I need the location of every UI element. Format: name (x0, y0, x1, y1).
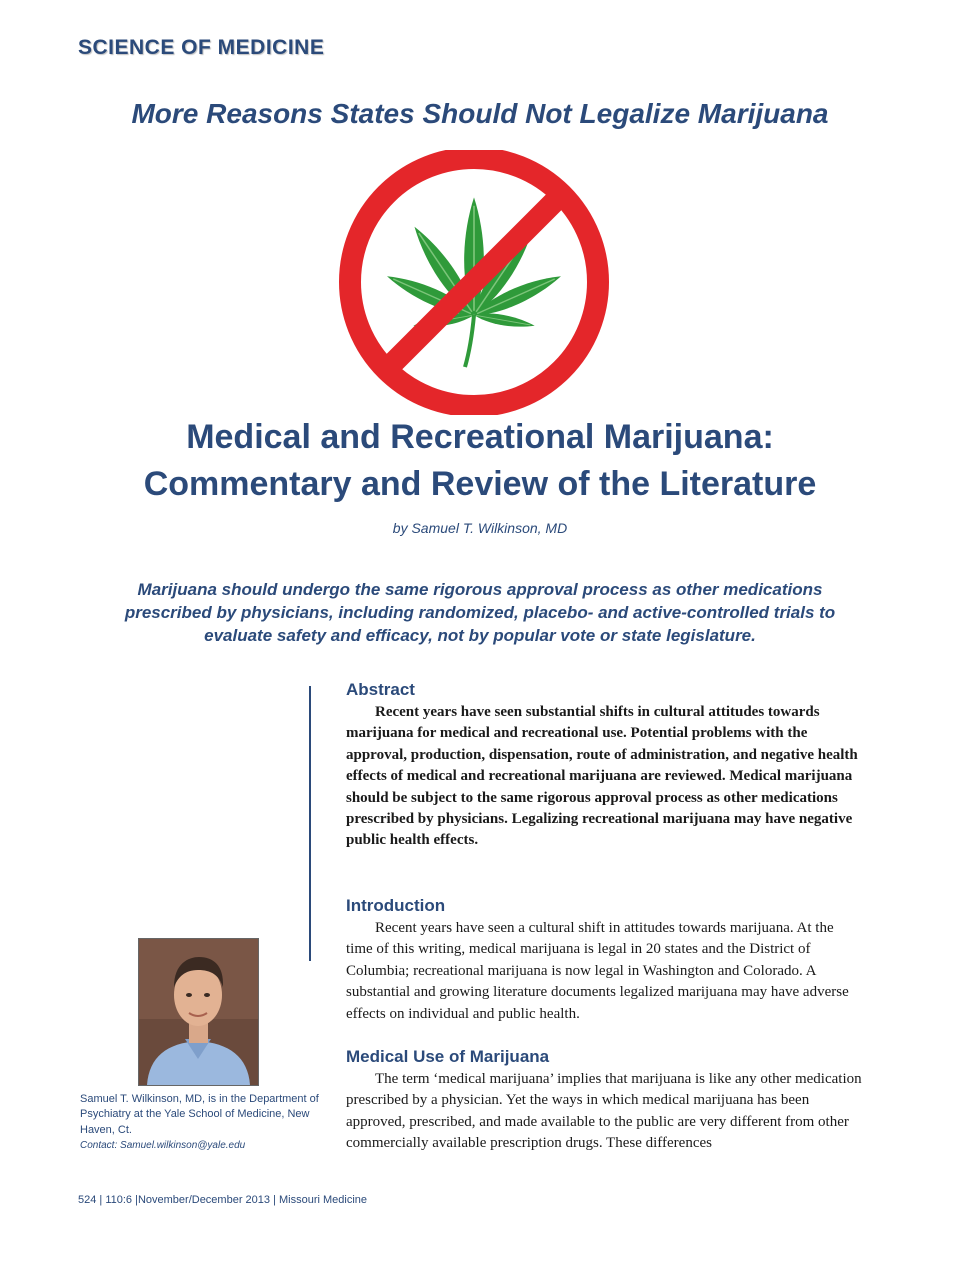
introduction-section (346, 896, 862, 1025)
abstract-heading: Abstract (346, 680, 415, 699)
author-photo (138, 938, 259, 1086)
author-contact: Contact: Samuel.wilkinson@yale.edu (80, 1139, 246, 1151)
abstract-text: Recent years have seen substantial shifts in cultural attitudes towards marijuana for medical and recreational use. Potential problems with the approval, production, dispensation, route of administration, and negative health effects of medical and recreational marijuana are reviewed. Medical marijuana should be subject to the same rigorous approval process as other medications prescribed by physicians. Legalizing recreational marijuana may have negative public health effects. (346, 704, 858, 849)
column-divider (309, 686, 311, 961)
section-label: SCIENCE OF MEDICINE (78, 36, 325, 59)
introduction-text: Recent years have seen a cultural shift in attitudes towards marijuana. At the time of this writing, medical marijuana is legal in 20 states and the District of Columbia; recreational marijuana is now legal in Washington and Colorado. A substantial and growing literature documents legalized marijuana may have adverse effects on individual and public health. (346, 920, 849, 1022)
author-affiliation: Samuel T. Wilkinson, MD, is in the Department of Psychiatry at the Yale School of Medicine, New Haven, Ct. (80, 1093, 319, 1136)
top-title: More Reasons States Should Not Legalize Marijuana (131, 98, 829, 129)
author-note (80, 1092, 330, 1153)
no-marijuana-sign-icon (333, 150, 615, 415)
byline: by Samuel T. Wilkinson, MD (392, 520, 568, 536)
abstract-section (346, 680, 862, 852)
medical-use-heading: Medical Use of Marijuana (346, 1047, 550, 1066)
article-title-line1: Medical and Recreational Marijuana: (186, 418, 774, 456)
page-footer: 524 | 110:6 |November/December 2013 | Missouri Medicine (78, 1194, 368, 1206)
medical-use-text: The term ‘medical marijuana’ implies that marijuana is like any other medication prescribed by a physician. Yet the ways in which medical marijuana has been approved, prescribed, and made available to the public are very different from other commercially available prescription drugs. These differences (346, 1071, 862, 1152)
pullquote: Marijuana should undergo the same rigorous approval process as other medications prescribed by physicians, including randomized, placebo- and active-controlled trials to evaluate safety and efficacy, not by popular vote or state legislature. (124, 580, 836, 645)
introduction-heading: Introduction (346, 896, 446, 915)
article-title-line2: Commentary and Review of the Literature (143, 465, 817, 503)
medical-use-section (346, 1047, 862, 1155)
article-title (0, 414, 960, 508)
